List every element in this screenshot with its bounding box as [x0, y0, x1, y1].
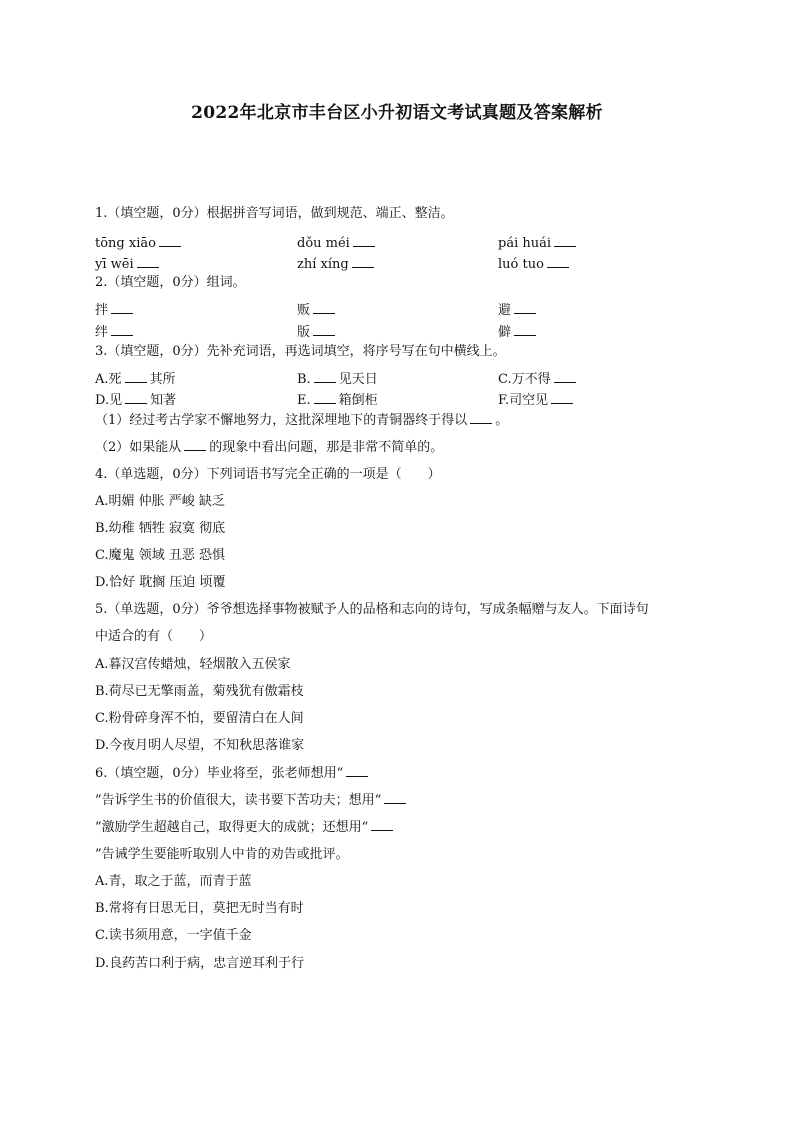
q5-stem-line1: 5.（单选题，0分）爷爷想选择事物被赋予人的品格和志向的诗句，写成条幅赠与友人。下面诗句	[95, 602, 649, 617]
q2-item: 版	[297, 324, 338, 342]
answer-blank[interactable]	[353, 236, 375, 247]
answer-blank[interactable]	[111, 325, 133, 336]
q3-stem: 3.（填空题，0分）先补充词语，再选词填空，将序号写在句中横线上。	[95, 344, 506, 359]
answer-blank[interactable]	[352, 257, 374, 268]
answer-blank[interactable]	[514, 325, 536, 336]
q6-stem-line2: ”告诉学生书的价值很大，读书要下苦功夫；想用“	[95, 792, 409, 810]
q6-option-b[interactable]: B.常将有日思无日，莫把无时当有时	[95, 901, 304, 916]
page-title: 2022年北京市丰台区小升初语文考试真题及答案解析	[191, 103, 603, 123]
q2-item: 拌	[95, 302, 136, 320]
q1-item: tōng xiāo	[95, 235, 184, 253]
q6-stem-line3: ”激励学生超越自己，取得更大的成就；还想用“	[95, 819, 396, 837]
answer-blank[interactable]	[184, 440, 206, 451]
q5-option-a[interactable]: A.暮汉宫传蜡烛，轻烟散入五侯家	[95, 657, 291, 672]
q3-option: B. 见天日	[297, 372, 378, 387]
answer-blank[interactable]	[313, 303, 335, 314]
q6-stem-line4: ”告诫学生要能听取别人中肯的劝告或批评。	[95, 847, 349, 862]
q5-option-c[interactable]: C.粉骨碎身浑不怕，要留清白在人间	[95, 711, 304, 726]
q1-item: pái huái	[498, 235, 579, 253]
answer-blank[interactable]	[314, 393, 336, 404]
q4-stem: 4.（单选题，0分）下列词语书写完全正确的一项是（ ）	[95, 467, 441, 482]
answer-blank[interactable]	[125, 372, 147, 383]
answer-blank[interactable]	[547, 257, 569, 268]
answer-blank[interactable]	[554, 372, 576, 383]
answer-blank[interactable]	[384, 793, 406, 804]
answer-blank[interactable]	[313, 325, 335, 336]
q2-item: 避	[498, 302, 539, 320]
q3-option: E. 箱倒柜	[297, 393, 378, 408]
q1-item: yī wēi	[95, 256, 162, 274]
q5-option-b[interactable]: B.荷尽已无擎雨盖，菊残犹有傲霜枝	[95, 684, 304, 699]
q6-option-d[interactable]: D.良药苦口利于病，忠言逆耳利于行	[95, 956, 305, 971]
answer-blank[interactable]	[371, 820, 393, 831]
answer-blank[interactable]	[470, 413, 492, 424]
q4-option-b[interactable]: B.幼稚 牺牲 寂寞 彻底	[95, 521, 226, 536]
q4-option-a[interactable]: A.明媚 仲胀 严峻 缺乏	[95, 494, 225, 509]
answer-blank[interactable]	[111, 303, 133, 314]
q1-item: zhí xíng	[297, 256, 377, 274]
q6-option-c[interactable]: C.读书须用意，一字值千金	[95, 928, 252, 943]
q3-sentence-1: （1）经过考古学家不懈地努力，这批深埋地下的青铜器终于得以 。	[95, 413, 509, 428]
q2-stem: 2.（填空题，0分）组词。	[95, 275, 246, 290]
q1-item: dǒu méi	[297, 235, 378, 253]
answer-blank[interactable]	[314, 372, 336, 383]
q4-option-d[interactable]: D.恰好 耽搁 压迫 顷覆	[95, 575, 226, 590]
q3-sentence-2: （2）如果能从 的现象中看出问题，那是非常不简单的。	[95, 440, 444, 455]
answer-blank[interactable]	[125, 393, 147, 404]
answer-blank[interactable]	[346, 766, 368, 777]
q6-option-a[interactable]: A.青，取之于蓝，而青于蓝	[95, 874, 252, 889]
q3-option: C.万不得	[498, 371, 579, 389]
answer-blank[interactable]	[159, 236, 181, 247]
q3-option: D.见 知著	[95, 393, 177, 408]
answer-blank[interactable]	[554, 236, 576, 247]
q3-option: A.死 其所	[95, 372, 176, 387]
q1-stem: 1.（填空题，0分）根据拼音写词语，做到规范、端正、整洁。	[95, 206, 454, 221]
answer-blank[interactable]	[551, 393, 573, 404]
q3-option: F.司空见	[498, 392, 576, 410]
q6-stem-line1: 6.（填空题，0分）毕业将至，张老师想用“	[95, 765, 371, 783]
q2-item: 贩	[297, 302, 338, 320]
q4-option-c[interactable]: C.魔鬼 领域 丑恶 恐惧	[95, 548, 226, 563]
answer-blank[interactable]	[137, 257, 159, 268]
q2-item: 僻	[498, 324, 539, 342]
q5-option-d[interactable]: D.今夜月明人尽望，不知秋思落谁家	[95, 738, 305, 753]
answer-blank[interactable]	[514, 303, 536, 314]
q2-item: 绊	[95, 324, 136, 342]
q1-item: luó tuo	[498, 256, 572, 274]
q5-stem-line2: 中适合的有（ ）	[95, 629, 213, 644]
